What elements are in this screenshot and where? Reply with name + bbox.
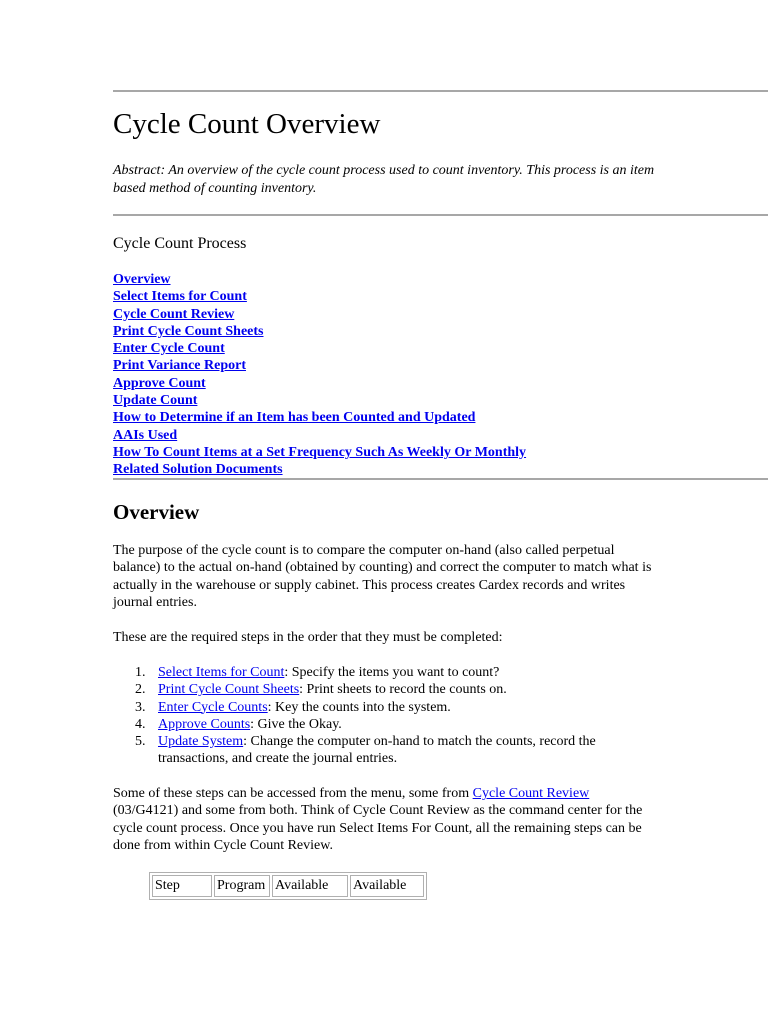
toc-item (113, 357, 526, 374)
toc-link-print-sheets[interactable]: Print Cycle Count Sheets (113, 323, 264, 339)
top-divider (113, 90, 768, 92)
steps-intro-paragraph: These are the required steps in the order that they must be completed: (113, 630, 503, 645)
toc-item (113, 409, 526, 426)
toc-link-update-count[interactable]: Update Count (113, 393, 198, 409)
toc-item (113, 323, 526, 340)
step-description: : Print sheets to record the counts on. (299, 682, 507, 698)
toc-link-cycle-count-review[interactable]: Cycle Count Review (113, 306, 235, 322)
list-item (113, 733, 658, 768)
table-header-cell: Program (214, 875, 270, 897)
step-description: : Specify the items you want to count? (284, 665, 500, 680)
toc-divider (113, 478, 768, 480)
step-number: 2. (135, 682, 146, 698)
list-item (113, 699, 658, 716)
menu-access-paragraph (113, 785, 658, 854)
paragraph-text-after: (03/G4121) and some from both. Think of Cycle Count Review as the command center for the cycle count process. Once you have run Select Items For Count, all the remaining steps can be done from within Cycle Count Review. (113, 803, 643, 853)
step-link-print-sheets[interactable]: Print Cycle Count Sheets (158, 682, 300, 698)
step-description: : Change the computer on-hand to match the counts, record the transactions, and create the journal entries. (158, 734, 596, 767)
step-number: 1. (135, 665, 146, 680)
steps-list (113, 664, 658, 768)
table-header-cell: Step (152, 875, 212, 897)
toc-item (113, 306, 526, 323)
page-title: Cycle Count Overview (113, 108, 381, 140)
toc-item (113, 427, 526, 444)
overview-heading: Overview (113, 500, 200, 524)
step-number: 4. (135, 716, 146, 732)
toc-item (113, 461, 526, 478)
toc-link-approve-count[interactable]: Approve Count (113, 375, 206, 391)
step-number: 5. (135, 734, 146, 750)
abstract: Abstract: An overview of the cycle count process used to count inventory. This process is an item based method of counting inventory. (113, 163, 655, 196)
list-item (113, 716, 658, 733)
table-header-row (152, 875, 424, 897)
toc-link-aais-used[interactable]: AAIs Used (113, 427, 178, 443)
toc-item (113, 340, 526, 357)
toc-item (113, 444, 526, 461)
list-item (113, 664, 658, 681)
toc-link-set-frequency[interactable]: How To Count Items at a Set Frequency Such As Weekly Or Monthly (113, 444, 527, 460)
list-item (113, 681, 658, 698)
cycle-count-review-link[interactable]: Cycle Count Review (472, 786, 590, 801)
toc-link-determine-counted[interactable]: How to Determine if an Item has been Counted and Updated (113, 410, 476, 426)
toc-link-enter-count[interactable]: Enter Cycle Count (113, 341, 225, 357)
step-description: : Key the counts into the system. (267, 699, 451, 715)
step-link-update-system[interactable]: Update System (158, 734, 244, 750)
toc-item (113, 375, 526, 392)
toc-link-related-docs[interactable]: Related Solution Documents (113, 462, 283, 478)
abstract-divider (113, 214, 768, 216)
step-link-enter-counts[interactable]: Enter Cycle Counts (158, 699, 268, 715)
paragraph-text-before: Some of these steps can be accessed from the menu, some from (113, 786, 473, 801)
step-link-select-items[interactable]: Select Items for Count (158, 665, 285, 680)
overview-paragraph: The purpose of the cycle count is to compare the computer on-hand (also called perpetual balance) to the actual on-hand (obtained by counting) and correct the computer to match what is actually in the warehouse or supply cabinet. This process creates Cardex records and writes journal entries. (113, 543, 652, 610)
table-header-cell: Available (272, 875, 348, 897)
step-link-approve-counts[interactable]: Approve Counts (158, 716, 251, 732)
process-heading: Cycle Count Process (113, 235, 247, 252)
toc-item (113, 271, 526, 288)
table-header-cell: Available (350, 875, 424, 897)
toc-item (113, 392, 526, 409)
toc-link-select-items[interactable]: Select Items for Count (113, 289, 247, 305)
step-description: : Give the Okay. (250, 716, 342, 732)
steps-table (149, 872, 427, 900)
toc-link-variance-report[interactable]: Print Variance Report (113, 358, 246, 374)
toc-list (113, 271, 526, 479)
step-number: 3. (135, 699, 146, 715)
toc-item (113, 288, 526, 305)
toc-link-overview[interactable]: Overview (113, 272, 171, 287)
